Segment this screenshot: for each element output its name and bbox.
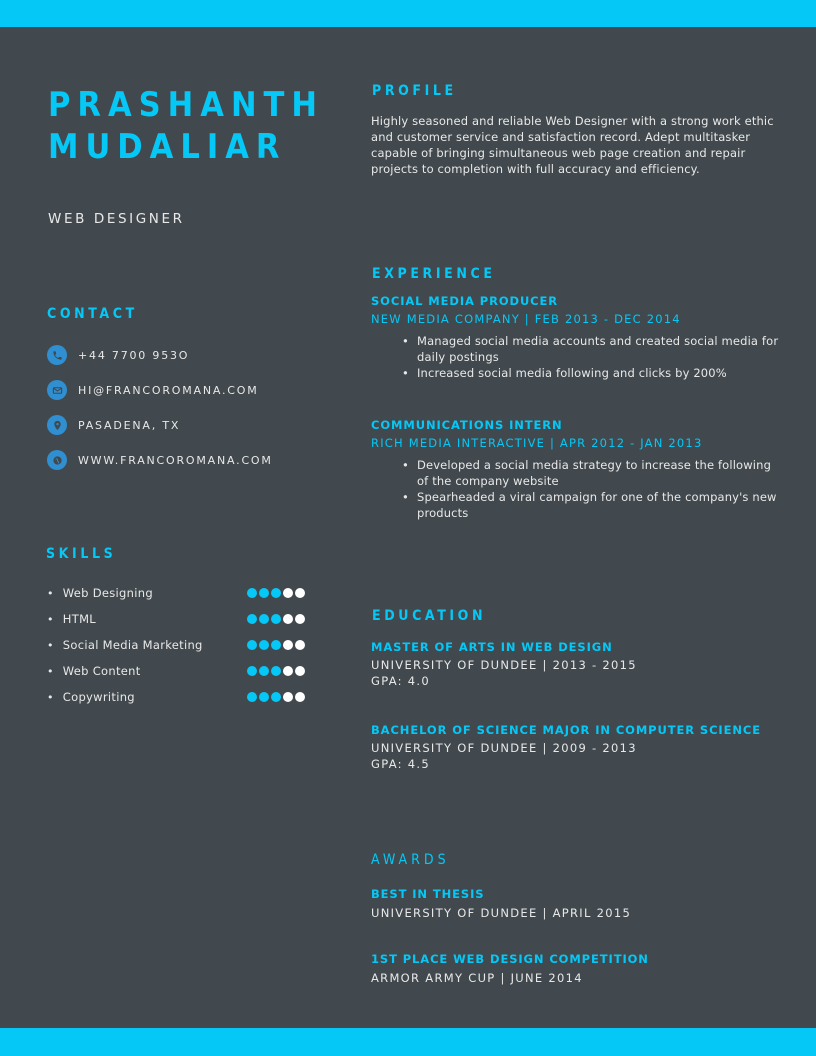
degree-school: UNIVERSITY OF DUNDEE | 2013 - 2015 xyxy=(371,658,637,672)
skills-heading: SKILLS xyxy=(46,546,117,562)
skill-dot-filled xyxy=(247,588,257,598)
skill-label: • Social Media Marketing xyxy=(47,638,203,652)
skill-dot-empty xyxy=(283,692,293,702)
skill-label: • Web Content xyxy=(47,664,141,678)
profile-section xyxy=(371,113,781,177)
job-bullet: • Increased social media following and clicks by 200% xyxy=(417,365,781,381)
skill-item xyxy=(47,636,309,654)
contact-phone-text: +44 7700 953O xyxy=(78,348,190,362)
skill-dot-empty xyxy=(283,588,293,598)
skill-dot-filled xyxy=(271,614,281,624)
experience-item xyxy=(371,418,781,521)
award-item xyxy=(371,952,781,986)
skill-dot-empty xyxy=(295,614,305,624)
skill-dot-filled xyxy=(259,692,269,702)
skill-rating xyxy=(247,640,305,650)
skill-dot-empty xyxy=(283,640,293,650)
degree-title: MASTER OF ARTS IN WEB DESIGN xyxy=(371,640,613,654)
skill-dot-filled xyxy=(247,692,257,702)
skill-dot-filled xyxy=(259,588,269,598)
skill-dot-filled xyxy=(259,666,269,676)
skill-item xyxy=(47,688,309,706)
degree-gpa: GPA: 4.5 xyxy=(371,757,430,771)
skill-dot-filled xyxy=(247,614,257,624)
location-pin-icon xyxy=(47,415,67,435)
last-name: MUDALIAR xyxy=(48,127,287,167)
skill-dot-filled xyxy=(259,640,269,650)
skill-item xyxy=(47,584,309,602)
experience-item xyxy=(371,294,781,381)
profile-heading: PROFILE xyxy=(372,83,457,99)
job-bullets xyxy=(371,333,781,381)
skill-rating xyxy=(247,588,305,598)
bottom-accent-bar xyxy=(0,1028,816,1056)
email-icon xyxy=(47,380,67,400)
contact-phone xyxy=(47,345,273,365)
globe-icon xyxy=(47,450,67,470)
contact-location xyxy=(47,415,273,435)
job-company-dates: RICH MEDIA INTERACTIVE | APR 2012 - JAN 2013 xyxy=(371,436,703,450)
skill-dot-empty xyxy=(295,588,305,598)
education-item xyxy=(371,640,781,689)
contact-email xyxy=(47,380,273,400)
skill-dot-filled xyxy=(247,640,257,650)
skill-dot-filled xyxy=(271,692,281,702)
contact-website xyxy=(47,450,273,470)
skill-dot-empty xyxy=(295,666,305,676)
award-detail: ARMOR ARMY CUP | JUNE 2014 xyxy=(371,971,583,985)
experience-heading: EXPERIENCE xyxy=(372,266,496,282)
top-accent-bar xyxy=(0,0,816,27)
degree-gpa: GPA: 4.0 xyxy=(371,674,430,688)
skill-dot-empty xyxy=(283,614,293,624)
skill-dot-empty xyxy=(295,692,305,702)
contact-email-text[interactable]: HI@FRANCOROMANA.COM xyxy=(78,383,259,397)
contact-location-text: PASADENA, TX xyxy=(78,418,181,432)
degree-title: BACHELOR OF SCIENCE MAJOR IN COMPUTER SCIENCE xyxy=(371,723,761,737)
skill-label: • Web Designing xyxy=(47,586,153,600)
award-title: BEST IN THESIS xyxy=(371,887,485,901)
award-detail: UNIVERSITY OF DUNDEE | APRIL 2015 xyxy=(371,906,632,920)
contact-heading: CONTACT xyxy=(47,306,138,322)
skill-label: • Copywriting xyxy=(47,690,135,704)
degree-school: UNIVERSITY OF DUNDEE | 2009 - 2013 xyxy=(371,741,637,755)
skill-rating xyxy=(247,614,305,624)
profile-text: Highly seasoned and reliable Web Designer with a strong work ethic and customer service and satisfaction record. Adept multitasker capable of bringing simultaneous web page creation and repair projects to completion with full accuracy and efficiency. xyxy=(371,114,774,176)
award-item xyxy=(371,887,781,921)
contact-list xyxy=(47,345,273,485)
job-bullets xyxy=(371,457,781,521)
job-company-dates: NEW MEDIA COMPANY | FEB 2013 - DEC 2014 xyxy=(371,312,681,326)
skill-item xyxy=(47,610,309,628)
education-item xyxy=(371,723,781,772)
candidate-name xyxy=(48,84,324,168)
job-bullet: • Developed a social media strategy to increase the following of the company website xyxy=(417,457,781,489)
skill-dot-filled xyxy=(271,666,281,676)
skill-dot-filled xyxy=(271,640,281,650)
skill-dot-filled xyxy=(259,614,269,624)
skill-rating xyxy=(247,692,305,702)
job-title: SOCIAL MEDIA PRODUCER xyxy=(371,294,559,308)
skill-dot-empty xyxy=(295,640,305,650)
skills-list xyxy=(47,584,309,714)
contact-website-text[interactable]: WWW.FRANCOROMANA.COM xyxy=(78,453,273,467)
job-role: WEB DESIGNER xyxy=(48,211,185,227)
skill-dot-filled xyxy=(247,666,257,676)
skill-dot-empty xyxy=(283,666,293,676)
skill-rating xyxy=(247,666,305,676)
phone-icon xyxy=(47,345,67,365)
skill-dot-filled xyxy=(271,588,281,598)
job-title: COMMUNICATIONS INTERN xyxy=(371,418,563,432)
education-heading: EDUCATION xyxy=(372,608,487,624)
awards-heading: AWARDS xyxy=(371,852,450,868)
skill-item xyxy=(47,662,309,680)
first-name: PRASHANTH xyxy=(48,85,325,125)
skill-label: • HTML xyxy=(47,612,96,626)
job-bullet: • Managed social media accounts and created social media for daily postings xyxy=(417,333,781,365)
job-bullet: • Spearheaded a viral campaign for one of the company's new products xyxy=(417,489,781,521)
award-title: 1ST PLACE WEB DESIGN COMPETITION xyxy=(371,952,649,966)
